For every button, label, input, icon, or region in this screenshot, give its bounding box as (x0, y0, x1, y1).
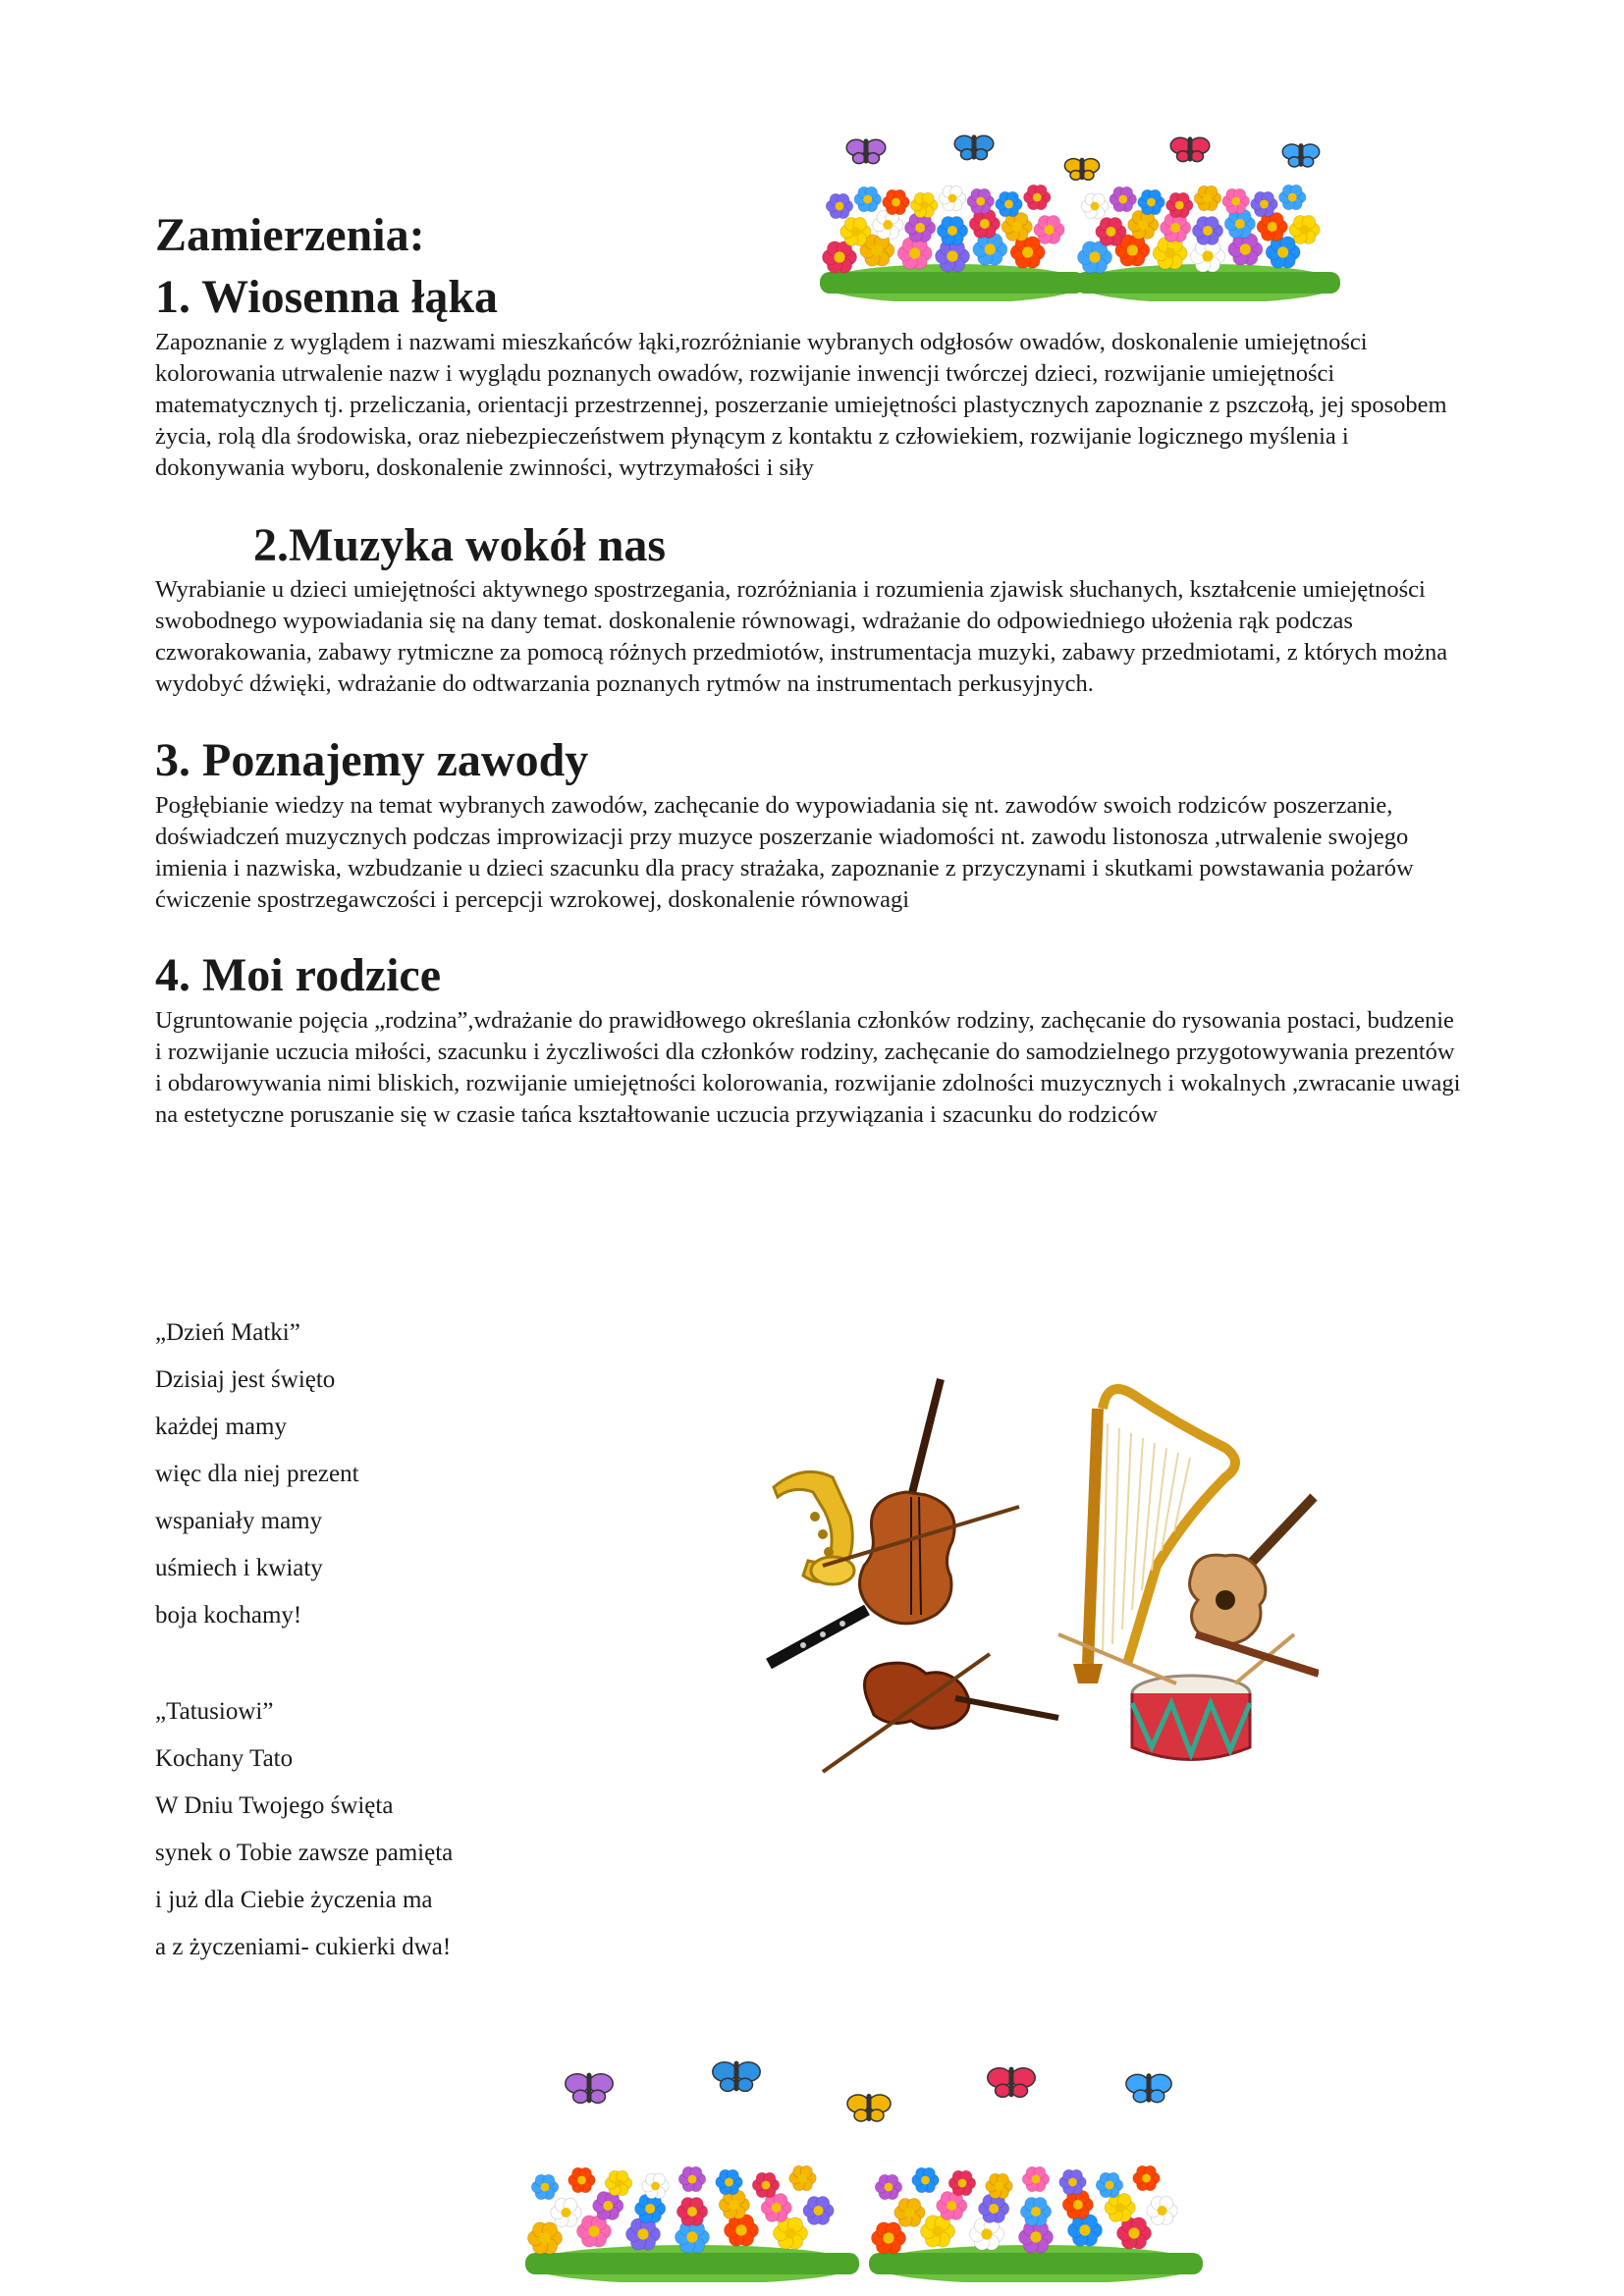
section-body-parents: Ugruntowanie pojęcia „rodzina”,wdrażanie do prawidłowego określania członków rodziny, zachęcanie do rysowania postaci, budzenie i rozwijanie uczucia miłości, szacunku i życzliwości dla członków rodziny, zachęcanie do samodzielnego przygotowywania prezentów i obdarowywania nimi bliskich, rozwijanie umiejętności kolorowania, rozwijanie zdolności muzycznych i wokalnych ,zwracanie uwagi na estetyczne poruszanie się w czasie tańca kształtowanie uczucia przywiązania i szacunku do rodziców (155, 1007, 1461, 1128)
flower-icon (531, 2174, 559, 2199)
grass-icon (1075, 272, 1340, 294)
butterfly-icon (846, 138, 886, 163)
flower-icon (1022, 2166, 1050, 2191)
flower-icon (593, 2192, 623, 2220)
flower-icon (761, 2194, 791, 2222)
flute-icon (1196, 1634, 1319, 1674)
flower-icon (894, 2199, 925, 2227)
flower-icon (789, 2165, 817, 2190)
poem-line: i już dla Ciebie życzenia ma (155, 1887, 433, 1913)
flower-icon (1147, 2197, 1177, 2225)
flower-icon (1117, 2217, 1152, 2249)
section-body-professions: Pogłębianie wiedzy na temat wybranych zawodów, zachęcanie do wypowiadania się nt. zawodów swoich rodziców poszerzanie, doświadczeń muzycznych podczas improwizacji przy muzyce poszerzanie wiadomości nt. zawodu listonosza ,utrwalenie swojego imienia i nazwiska, wzbudzanie u dzieci szacunku dla pracy strażaka, zapoznanie z przyczynami i skutkami powstawania pożarów ćwiczenie spostrzegawczości i percepcji wzrokowej, doskonalenie równowagi (155, 792, 1414, 913)
poem-line: uśmiech i kwiaty (155, 1555, 323, 1581)
clarinet-icon (769, 1610, 867, 1664)
flower-icon (826, 193, 853, 218)
section-title-professions: 3. Poznajemy zawody (155, 734, 589, 786)
flower-icon (1081, 193, 1109, 218)
saxophone-icon (774, 1471, 854, 1584)
flower-icon (1034, 216, 1064, 244)
poem-line: a z życzeniami- cukierki dwa! (155, 1934, 452, 1960)
flower-icon (605, 2170, 632, 2195)
flower-icon (1191, 240, 1225, 272)
poem-title: „Tatusiowi” (155, 1698, 274, 1725)
section-title-spring-meadow: 1. Wiosenna łąka (155, 271, 499, 323)
flower-icon (1166, 192, 1194, 217)
poem-line: W Dniu Twojego święta (155, 1792, 394, 1819)
grass-icon (820, 272, 1085, 294)
flower-icon (1192, 217, 1222, 245)
flower-icon (1096, 2172, 1123, 2197)
flower-icon (937, 2192, 967, 2220)
flower-icon (1020, 2198, 1051, 2226)
flower-icon (936, 240, 970, 272)
flower-icon (677, 2198, 707, 2226)
flower-icon (921, 2216, 955, 2247)
flower-icon (1110, 187, 1137, 211)
flower-icon (803, 2197, 834, 2225)
grass-icon (869, 2253, 1203, 2274)
butterfly-icon (713, 2061, 760, 2092)
flower-icon (883, 189, 910, 214)
guitar-icon (1190, 1497, 1314, 1645)
poem-line: każdej mamy (155, 1414, 287, 1440)
flower-icon (937, 217, 967, 245)
flower-icon (642, 2173, 670, 2198)
section-title-parents: 4. Moi rodzice (155, 949, 442, 1001)
flower-icon (948, 2170, 976, 2195)
section-title-music: 2.Muzyka wokół nas (253, 519, 667, 571)
butterfly-icon (847, 2094, 891, 2121)
flower-icon (1289, 216, 1320, 244)
butterfly-icon (954, 134, 994, 159)
flower-icon (1019, 2221, 1054, 2253)
flower-icon (840, 218, 871, 246)
poem-line: boja kochamy! (155, 1602, 302, 1629)
flower-meadow-illustration-top (805, 120, 1355, 301)
butterfly-icon (1126, 2073, 1171, 2102)
poem-fathers-day (155, 1688, 453, 1971)
flower-icon (1251, 191, 1278, 216)
butterfly-icon (988, 2067, 1035, 2098)
flower-icon (854, 187, 882, 211)
musical-instruments-illustration (764, 1369, 1319, 1806)
flower-icon (939, 186, 966, 210)
flower-icon (1138, 189, 1165, 214)
flower-icon (528, 2222, 563, 2254)
flower-icon (577, 2216, 612, 2247)
flower-icon (1194, 186, 1221, 210)
butterfly-icon (1064, 158, 1099, 180)
flower-icon (1133, 2165, 1161, 2190)
poem-line: wspaniały mamy (155, 1508, 323, 1534)
flower-icon (716, 2169, 743, 2194)
flower-icon (912, 2167, 940, 2192)
flower-icon (774, 2217, 808, 2249)
flower-icon (996, 191, 1023, 216)
grass-icon (525, 2253, 859, 2274)
flower-icon (1059, 2169, 1087, 2194)
flower-icon (1105, 2194, 1135, 2222)
section-body-music: Wyrabianie u dzieci umiejętności aktywnego spostrzegania, rozróżniania i rozumienia zjawisk słuchanych, kształcenie umiejętności swobodnego wypowiadania się na dany temat. doskonalenie równowagi, wdrażanie do odpowiedniego ułożenia rąk podczas czworakowania, zabawy rytmiczne za pomocą różnych przedmiotów, instrumentacja muzyki, zabawy przedmiotami, z których można wydobyć dźwięki, wdrażanie do odtwarzania poznanych rytmów na instrumentach perkusyjnych. (155, 576, 1448, 697)
flower-icon (1279, 185, 1307, 209)
poem-line: więc dla niej prezent (155, 1461, 359, 1487)
page-heading: Zamierzenia: (155, 209, 425, 261)
flower-icon (1222, 188, 1250, 213)
flower-icon (678, 2166, 706, 2191)
butterfly-icon (566, 2073, 613, 2104)
violin-icon (823, 1654, 1058, 1772)
flower-icon (1096, 218, 1126, 246)
flower-icon (875, 2174, 902, 2199)
poem-line: synek o Tobie zawsze pamięta (155, 1840, 454, 1866)
flower-meadow-illustration-bottom (515, 2037, 1213, 2282)
flower-icon (911, 192, 939, 217)
cello-icon (823, 1379, 1019, 1624)
poem-mothers-day (155, 1309, 359, 1639)
flower-icon (568, 2167, 596, 2192)
poem-line: Kochany Tato (155, 1745, 294, 1772)
flower-icon (967, 188, 995, 213)
flower-icon (872, 2222, 906, 2254)
flower-icon (551, 2199, 581, 2227)
butterfly-icon (1170, 136, 1210, 161)
flower-icon (1024, 185, 1052, 209)
flower-icon (986, 2173, 1013, 2198)
poem-line: Dzisiaj jest święto (155, 1366, 336, 1393)
section-body-spring-meadow: Zapoznanie z wyglądem i nazwami mieszkańców łąki,rozróżnianie wybranych odgłosów owadów, doskonalenie umiejętności kolorowania utrwalenie nazw i wyglądu poznanych owadów, rozwijanie inwencji twórczej dzieci, rozwijanie umiejętności matematycznych tj. przeliczania, orientacji przestrzennej, poszerzanie umiejętności plastycznych zapoznanie z pszczołą, jej sposobem życia, rolą dla środowiska, oraz niebezpieczeństwem płynącym z kontaktu z człowiekiem, rozwijanie logicznego myślenia i dokonywania wyboru, doskonalenie zwinności, wytrzymałości i siły (155, 329, 1447, 481)
poem-title: „Dzień Matki” (155, 1319, 300, 1346)
flower-icon (676, 2221, 710, 2253)
flower-icon (752, 2172, 780, 2197)
butterfly-icon (1282, 143, 1319, 167)
